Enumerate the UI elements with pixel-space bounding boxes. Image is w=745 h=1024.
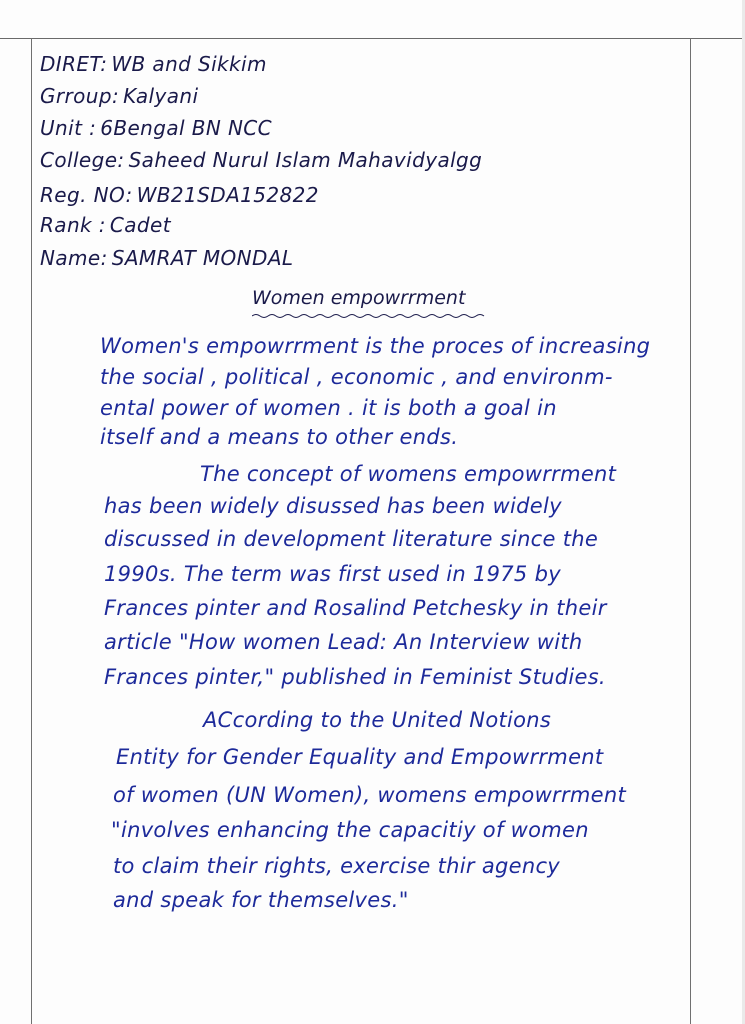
header-name	[40, 246, 293, 270]
body-line: Entity for Gender Equality and Empowrrment	[116, 745, 604, 769]
body-line: has been widely disussed has been widely	[104, 494, 562, 518]
header-reg-no	[40, 183, 319, 207]
body-line: 1990s. The term was first used in 1975 by	[104, 562, 561, 586]
header-rank-value: Cadet	[109, 213, 171, 237]
header-group-label: Grroup:	[40, 84, 120, 108]
top-rule-line	[0, 38, 745, 39]
body-line: ACcording to the United Notions	[203, 708, 552, 732]
left-margin-line	[31, 38, 32, 1024]
header-rank	[40, 213, 171, 237]
header-reg-no-label: Reg. NO:	[40, 183, 133, 207]
header-name-value: SAMRAT MONDAL	[111, 246, 294, 270]
header-unit	[40, 116, 272, 140]
body-line: article "How women Lead: An Interview with	[104, 630, 583, 654]
header-unit-value: 6Bengal BN NCC	[100, 116, 273, 140]
body-line: and speak for themselves."	[113, 888, 409, 912]
header-direct	[40, 52, 267, 76]
header-rank-label: Rank :	[40, 213, 106, 237]
header-college-value: Saheed Nurul Islam Mahavidyalgg	[128, 148, 483, 172]
header-direct-label: DIRET:	[40, 52, 108, 76]
body-line: Frances pinter," published in Feminist Studies.	[104, 665, 606, 689]
body-line: to claim their rights, exercise thir agency	[113, 854, 561, 878]
header-college	[40, 148, 482, 172]
body-line: The concept of womens empowrrment	[200, 462, 617, 486]
body-line: the social , political , economic , and environm-	[100, 365, 613, 389]
body-line: discussed in development literature since the	[104, 527, 599, 551]
header-reg-no-value: WB21SDA152822	[136, 183, 319, 207]
essay-title: Women empowrrment	[252, 287, 466, 309]
body-line: "involves enhancing the capacitiy of women	[111, 818, 589, 842]
body-line: Frances pinter and Rosalind Petchesky in their	[104, 596, 607, 620]
header-group	[40, 84, 198, 108]
title-wavy-underline	[252, 313, 488, 319]
right-margin-line	[690, 38, 691, 1024]
body-line: of women (UN Women), womens empowrrment	[113, 783, 627, 807]
body-line: Women's empowrrment is the proces of increasing	[100, 334, 651, 358]
header-unit-label: Unit :	[40, 116, 97, 140]
header-college-label: College:	[40, 148, 125, 172]
body-line: ental power of women . it is both a goal in	[100, 396, 557, 420]
header-direct-value: WB and Sikkim	[111, 52, 267, 76]
header-group-value: Kalyani	[123, 84, 199, 108]
header-name-label: Name:	[40, 246, 108, 270]
body-line: itself and a means to other ends.	[100, 425, 459, 449]
